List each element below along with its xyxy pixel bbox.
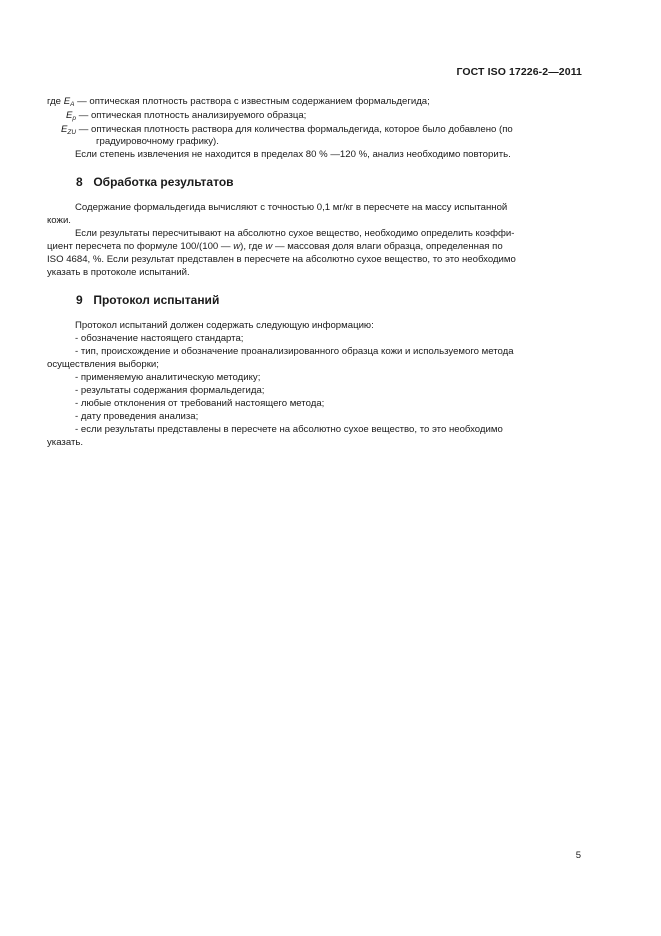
list-item: - результаты содержания формальдегида; [75,385,265,396]
section-8-p2-line-3: ISO 4684, %. Если результат представлен в пересчете на абсолютно сухое вещество, то это необходимо [47,254,516,265]
definition-text: — оптическая плотность раствора для количества формальдегида, которое было добавлено (по [78,124,513,135]
section-8-p2-line-2: циент пересчета по формуле 100/(100 — w), где w — массовая доля влаги образца, определенная по [47,241,503,252]
list-item: - обозначение настоящего стандарта; [75,333,244,344]
section-number: 8 [76,175,83,189]
symbol-ea: $E_A$ [63,96,75,108]
symbol-w: w [265,241,273,252]
definition-text: — оптическая плотность анализируемого образца; [78,110,307,121]
list-item: - если результаты представлены в пересчете на абсолютно сухое вещество, то это необходимо [75,424,503,435]
definition-continuation: градуировочному графику). [96,136,219,147]
recovery-note: Если степень извлечения не находится в пределах 80 % —120 %, анализ необходимо повторить. [75,149,511,160]
symbol-ep: $E_p$ [66,110,77,122]
section-9-heading [76,293,219,307]
definition-intro: где [47,96,62,107]
section-number: 9 [76,293,83,307]
list-item-continuation: указать. [47,437,84,448]
definition-text: — оптическая плотность раствора с известным содержанием формальдегида; [77,96,430,107]
list-item: - любые отклонения от требований настоящего метода; [75,398,325,409]
page-number: 5 [575,850,581,861]
section-title: Протокол испытаний [93,293,220,307]
symbol-w: w [233,241,241,252]
definition-line-1 [47,95,430,108]
list-item-continuation: осуществления выборки; [47,359,159,370]
list-item: - тип, происхождение и обозначение проанализированного образца кожи и используемого метода [75,346,514,357]
list-item: - применяемую аналитическую методику; [75,372,261,383]
list-item: - дату проведения анализа; [75,411,199,422]
section-8-p1-line-2: кожи. [47,215,71,226]
section-title: Обработка результатов [93,175,234,189]
symbol-ezu: $E_{ZU}$ [61,124,77,136]
section-8-p2-line-1: Если результаты пересчитывают на абсолютно сухое вещество, необходимо определить коэффи- [75,228,515,239]
definition-line-2 [66,109,306,122]
section-8-p2-line-4: указать в протоколе испытаний. [47,267,190,278]
section-8-p1-line-1: Содержание формальдегида вычисляют с точностью 0,1 мг/кг в пересчете на массу испытанной [75,202,508,213]
section-9-intro: Протокол испытаний должен содержать следующую информацию: [75,320,374,331]
section-8-heading [76,175,234,189]
document-header: ГОСТ ISO 17226-2—2011 [456,66,582,78]
